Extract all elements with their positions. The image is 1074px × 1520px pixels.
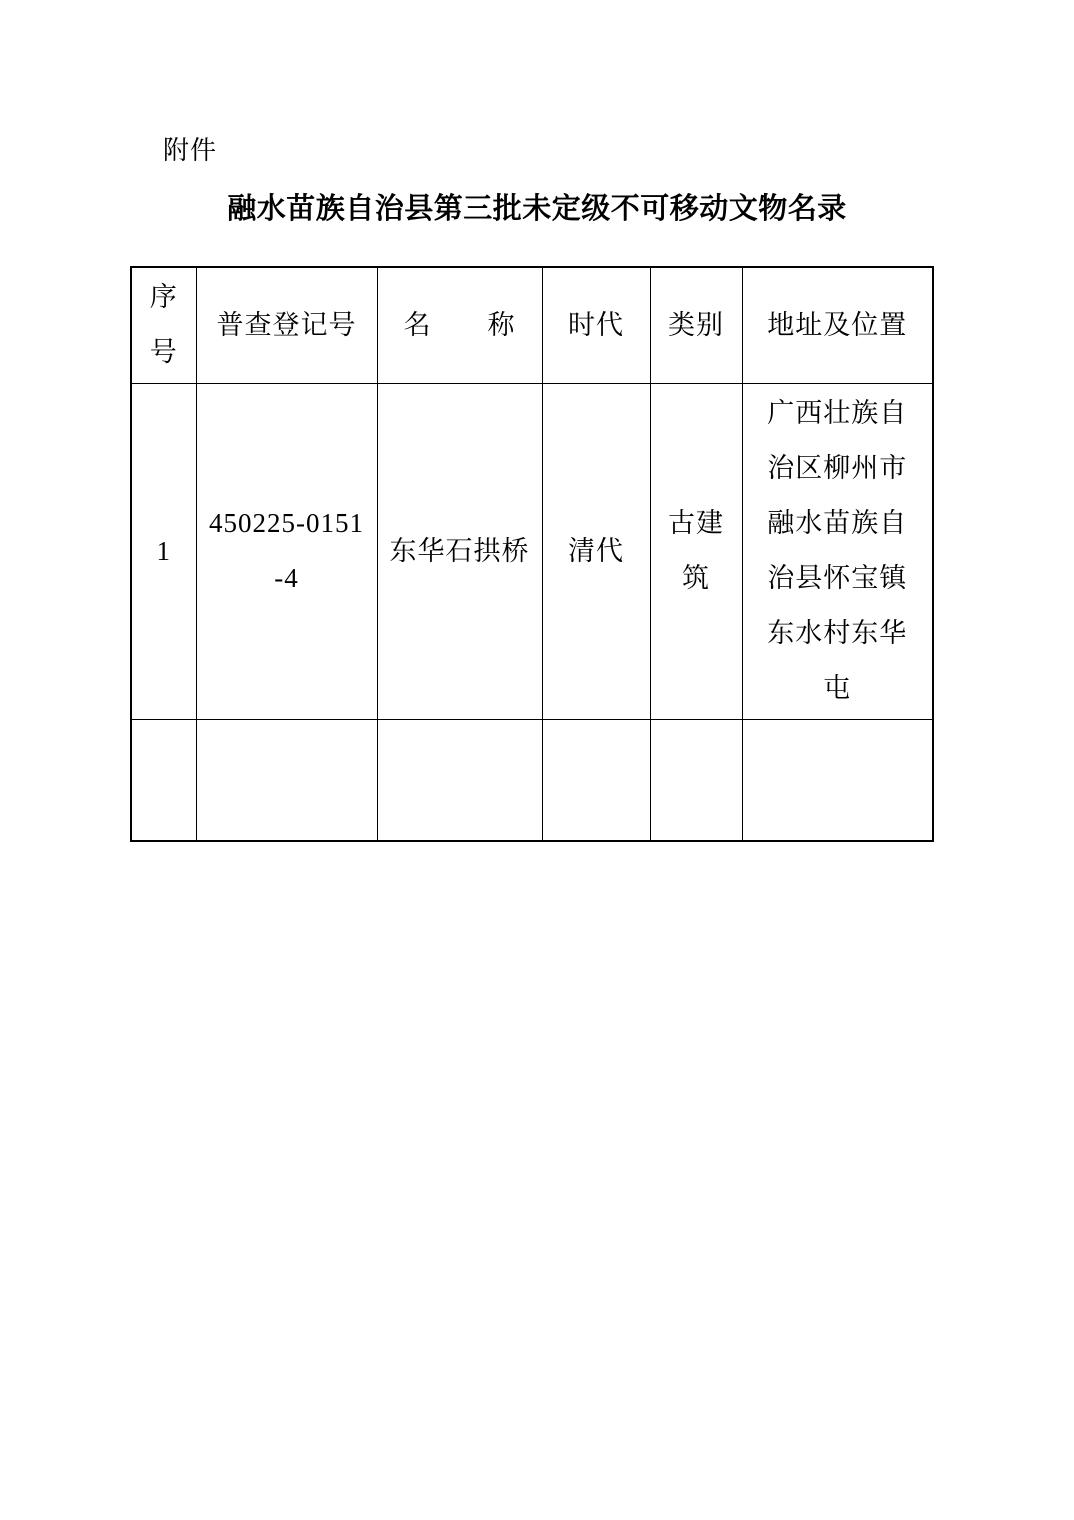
- cell-seq: 1: [131, 383, 196, 719]
- header-reg-no: 普查登记号: [196, 267, 377, 383]
- header-era: 时代: [542, 267, 650, 383]
- table-header-row: [131, 267, 933, 383]
- cell-name: 东华石拱桥: [377, 383, 542, 719]
- relics-table: [130, 266, 934, 842]
- cell-address: [742, 719, 933, 841]
- attachment-label: 附件: [163, 136, 218, 165]
- cell-reg-no: 450225-0151 -4: [196, 383, 377, 719]
- cell-era: 清代: [542, 383, 650, 719]
- header-seq: 序 号: [131, 267, 196, 383]
- cell-category: [650, 719, 742, 841]
- header-category: 类别: [650, 267, 742, 383]
- table-row-empty: [131, 719, 933, 841]
- header-address: 地址及位置: [742, 267, 933, 383]
- table-row: [131, 383, 933, 719]
- cell-address: 广西壮族自 治区柳州市 融水苗族自 治县怀宝镇 东水村东华 屯: [742, 383, 933, 719]
- cell-reg-no: [196, 719, 377, 841]
- cell-seq: [131, 719, 196, 841]
- cell-era: [542, 719, 650, 841]
- document-title: 融水苗族自治县第三批未定级不可移动文物名录: [227, 193, 847, 225]
- header-name: 名 称: [377, 267, 542, 383]
- cell-category: 古建 筑: [650, 383, 742, 719]
- cell-name: [377, 719, 542, 841]
